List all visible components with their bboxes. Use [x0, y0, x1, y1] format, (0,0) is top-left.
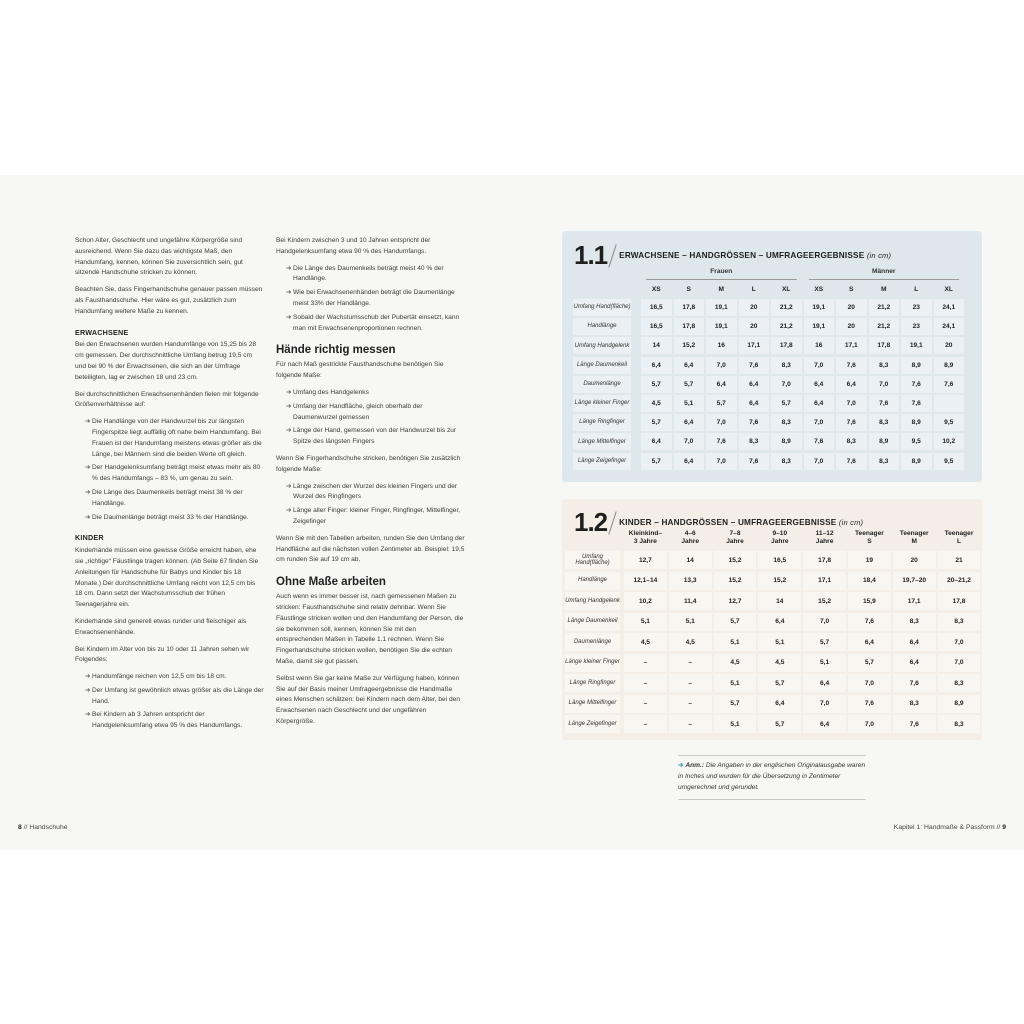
table-cell: 5,7 [803, 633, 846, 651]
table-cell: 16,5 [641, 299, 672, 316]
table-cell: 17,8 [771, 337, 802, 354]
table-cell: 14 [758, 592, 801, 610]
column-header: 7–8 Jahre [726, 530, 744, 545]
table-cell: 4,5 [758, 654, 801, 672]
arrow-icon: ➔ [286, 313, 292, 321]
table-cell: 7,6 [739, 357, 770, 374]
left-column-2 [276, 236, 465, 734]
row-label: Länge Ringfinger [573, 414, 631, 431]
table-cell: – [624, 695, 667, 713]
table-cell: 20 [934, 337, 965, 354]
column-header: 9–10 Jahre [770, 530, 789, 545]
table-cell: 4,5 [641, 395, 672, 412]
table-cell: 5,7 [714, 613, 757, 631]
column-header: L [914, 286, 919, 293]
list-item: ➔ Sobald der Wachstumsschub der Pubertät einsetzt, kann man mit Erwachsenenproportionen rechnen. [286, 313, 460, 332]
intro-paragraph-2: Beachten Sie, dass Fingerhandschuhe genauer passen müssen als Fausthandschuhe. Hier wäre es gut, zusätzlich zum Handumfang weitere Maße zu kennen. [75, 286, 263, 315]
table-cell: 7,6 [848, 613, 891, 631]
column-header: S [849, 286, 854, 293]
arrow-icon: ➔ [678, 762, 684, 769]
table-cell: 6,4 [804, 395, 835, 412]
table-cell: 17,1 [893, 592, 936, 610]
table-cell: 7,6 [869, 395, 900, 412]
table-cell: 20 [739, 318, 770, 335]
column-group-frauen: Frauen [710, 268, 733, 275]
arrow-icon: ➔ [85, 686, 91, 694]
table-cell: 9,5 [934, 453, 965, 470]
messen-paragraph-2: Wenn Sie Fingerhandschuhe stricken, benötigen Sie zusätzlich folgende Maße: [276, 454, 461, 473]
table-cell: 7,6 [706, 433, 737, 450]
column-header: M [881, 286, 887, 293]
table-cell: 8,9 [869, 433, 900, 450]
table-cell: 6,4 [674, 453, 705, 470]
table-cell: 8,3 [893, 695, 936, 713]
kinder-list-2 [276, 264, 465, 335]
intro-paragraph-1: Schon Alter, Geschlecht und ungefähre Körpergröße sind ausreichend. Wenn Sie dazu das wichtigste Maß, den Handumfang, kennen, können Sie zuversichtlich sein, gut sitzende Handschuhe stricken zu können. [75, 237, 243, 277]
table-cell: 21,2 [869, 299, 900, 316]
column-header: Teenager S [854, 530, 884, 545]
arrow-icon: ➔ [286, 482, 292, 490]
messen-list [276, 388, 465, 448]
arrow-icon: ➔ [85, 464, 91, 472]
table-cell: 13,3 [669, 572, 712, 590]
list-item: ➔ Die Länge des Daumenkeils beträgt meist 40 % der Handlänge. [286, 264, 444, 283]
footer-separator: // [23, 824, 28, 831]
table-cell: 5,7 [641, 376, 672, 393]
table-cell: 7,6 [739, 414, 770, 431]
table-cell: 5,1 [714, 715, 757, 733]
table-cell: 7,0 [804, 414, 835, 431]
table-cell: 8,9 [901, 453, 932, 470]
messen-paragraph-3: Wenn Sie mit den Tabellen arbeiten, runden Sie den Umfang der Handfläche auf die nächsten vollen Zentimeter ab. Beispiel: 19,5 cm runden Sie auf 19 cm ab. [276, 534, 465, 564]
table-cell: 6,4 [848, 633, 891, 651]
row-label: Länge Zeigefinger [573, 453, 631, 470]
note-text: Die Angaben in der englischen Originalausgabe waren in Inches und wurden für die Übersetzung in Zentimeter umgerechnet und gerundet. [678, 762, 866, 791]
table-cell: 20 [893, 551, 936, 569]
table-cell: 8,9 [771, 433, 802, 450]
column-header: Teenager L [944, 530, 974, 545]
table-cell: 7,0 [706, 414, 737, 431]
table-cell: 19,1 [706, 299, 737, 316]
arrow-icon: ➔ [286, 507, 292, 515]
table-cell: 19,1 [804, 299, 835, 316]
left-column-1 [75, 236, 264, 738]
footer-right [894, 824, 1006, 831]
table-cell: 8,3 [938, 613, 981, 631]
footer-book-title: Handschuhe [29, 824, 68, 831]
table-cell: – [624, 674, 667, 692]
table-cell: 7,0 [848, 674, 891, 692]
table-cell: 8,3 [869, 414, 900, 431]
arrow-icon: ➔ [85, 418, 91, 426]
row-label: Länge Zeigefinger [565, 715, 620, 733]
table-cell: 7,0 [706, 453, 737, 470]
table-cell: 8,9 [901, 357, 932, 374]
messen-paragraph-1: Für nach Maß gestrickte Fausthandschuhe benötigen Sie folgende Maße: [276, 361, 444, 380]
list-item: ➔ Länge der Hand, gemessen von der Handwurzel bis zur Spitze des längsten Fingers [286, 427, 457, 446]
table-cell: 5,7 [714, 695, 757, 713]
kinder-list [75, 672, 264, 732]
table-cell: 7,6 [836, 453, 867, 470]
table-cell: 4,5 [669, 633, 712, 651]
table-cell: 15,2 [803, 592, 846, 610]
table-cell: 17,8 [803, 551, 846, 569]
table-cell: 21 [938, 551, 981, 569]
heading-haende-messen: Hände richtig messen [276, 344, 396, 357]
table-cell: 11,4 [669, 592, 712, 610]
table-cell: 8,3 [869, 357, 900, 374]
table-cell: 5,1 [674, 395, 705, 412]
table-cell: 8,3 [771, 414, 802, 431]
section-heading-kinder: KINDER [75, 533, 104, 543]
table-cell: 17,1 [803, 572, 846, 590]
table-cell: 7,6 [901, 395, 932, 412]
kinder-paragraph-2: Kinderhände sind generell etwas runder und fleischiger als Erwachsenenhände. [75, 617, 247, 636]
arrow-icon: ➔ [286, 402, 292, 410]
list-item: ➔ Umfang der Handfläche, gleich oberhalb der Daumenwurzel gemessen [286, 402, 423, 421]
table-cell: 16 [706, 337, 737, 354]
kinder-paragraph-1: Kinderhände müssen eine gewisse Größe erreicht haben, ehe sie „richtige“ Fäustlinge tragen können. (Ab Seite 67 finden Sie Anleitungen für Handschuhe für Babys und Kinder bis 18 Monate.) Der durchschnittliche Umfang reicht von 12,5 cm bis 18 cm. Dann setzt der Wachstumsschub der frühen Teenagerjahre ein. [75, 547, 259, 609]
table-number: 1.1 [574, 240, 608, 270]
table-cell: 21,2 [869, 318, 900, 335]
table-cell: 5,7 [706, 395, 737, 412]
table-cell: 16,5 [641, 318, 672, 335]
table-cell: 14 [641, 337, 672, 354]
table-cell: 19 [848, 551, 891, 569]
table-cell: 24,1 [934, 299, 965, 316]
arrow-icon: ➔ [85, 673, 91, 681]
title-slash [608, 244, 616, 267]
table-cell: – [669, 674, 712, 692]
table-cell: 8,3 [869, 453, 900, 470]
table-cell: 7,0 [869, 376, 900, 393]
table-cell: 6,4 [893, 654, 936, 672]
table-cell: 6,4 [641, 357, 672, 374]
column-header: XL [782, 286, 791, 293]
table-cell: 7,0 [706, 357, 737, 374]
arrow-icon: ➔ [286, 427, 292, 435]
table-cell: 8,3 [836, 433, 867, 450]
table-cell: 6,4 [706, 376, 737, 393]
heading-ohne-masse: Ohne Maße arbeiten [276, 576, 386, 589]
column-header: 11–12 Jahre [815, 530, 834, 545]
table-cell: 6,4 [641, 433, 672, 450]
page-number-left: 8 [18, 824, 22, 831]
arrow-icon: ➔ [85, 488, 91, 496]
table-cell: 10,2 [624, 592, 667, 610]
table-adults-title [574, 240, 891, 271]
column-header: L [751, 286, 756, 293]
column-header: XL [944, 286, 953, 293]
table-cell: 6,4 [893, 633, 936, 651]
footer-left [18, 824, 68, 831]
table-cell: 7,6 [893, 674, 936, 692]
list-item: ➔ Die Länge des Daumenkeils beträgt meist 38 % der Handlänge. [85, 488, 243, 507]
table-cell: 20 [836, 299, 867, 316]
table-cell: 18,4 [848, 572, 891, 590]
table-cell: 19,7–20 [893, 572, 936, 590]
section-heading-erwachsene: ERWACHSENE [75, 327, 129, 337]
list-item: ➔ Wie bei Erwachsenenhänden beträgt die Daumenlänge meist 33% der Handlänge. [286, 289, 455, 307]
row-label: Umfang Hand(fläche) [565, 551, 620, 569]
column-header: S [686, 286, 691, 293]
table-cell: – [669, 695, 712, 713]
table-cell: 7,6 [836, 357, 867, 374]
arrow-icon: ➔ [85, 711, 91, 719]
page-number-right: 9 [1002, 824, 1006, 831]
table-cell: 14 [669, 551, 712, 569]
table-cell: 15,2 [714, 572, 757, 590]
table-cell: 6,4 [803, 715, 846, 733]
table-cell: 23 [901, 318, 932, 335]
table-cell: 7,0 [804, 357, 835, 374]
table-cell: 6,4 [674, 414, 705, 431]
table-cell: 7,0 [771, 376, 802, 393]
table-cell: 5,7 [641, 453, 672, 470]
table-cell: 8,3 [771, 357, 802, 374]
table-cell: 5,7 [848, 654, 891, 672]
table-cell: 20–21,2 [938, 572, 981, 590]
list-item: ➔ Länge aller Finger: kleiner Finger, Ringfinger, Mittelfinger, Zeigefinger [286, 507, 461, 525]
table-cell: 6,4 [739, 376, 770, 393]
translator-note [678, 755, 866, 800]
note-label: Anm.: [685, 762, 705, 769]
table-cell: 6,4 [803, 674, 846, 692]
messen-list-2 [276, 482, 465, 528]
table-cell: 8,3 [771, 453, 802, 470]
column-header: M [718, 286, 724, 293]
list-item: ➔ Der Umfang ist gewöhnlich etwas größer als die Länge der Hand. [85, 686, 264, 705]
table-cell: 16,5 [758, 551, 801, 569]
table-cell: 21,2 [771, 318, 802, 335]
table-cell: – [669, 654, 712, 672]
table-cell: 5,7 [674, 376, 705, 393]
arrow-icon: ➔ [286, 264, 292, 272]
table-cell: 8,9 [938, 695, 981, 713]
group-divider [809, 279, 960, 280]
table-cell: 5,7 [758, 674, 801, 692]
arrow-icon: ➔ [286, 388, 292, 396]
row-label: Länge Ringfinger [565, 674, 620, 692]
list-item: ➔ Handumfänge reichen von 12,5 cm bis 18 cm. [75, 672, 264, 683]
row-label: Handlänge [565, 572, 620, 590]
column-group-maenner: Männer [872, 268, 896, 275]
kinder-paragraph-3: Bei Kindern im Alter von bis zu 10 oder 11 Jahren sehen wir Folgendes: [75, 645, 250, 664]
table-cell: – [624, 715, 667, 733]
column-header: Teenager M [899, 530, 929, 545]
list-item: ➔ Länge zwischen der Wurzel des kleinen Fingers und der Wurzel des Ringfingers [286, 482, 458, 501]
row-label: Länge Mittelfinger [573, 433, 631, 450]
table-cell: 6,4 [758, 695, 801, 713]
table-cell: 7,6 [893, 715, 936, 733]
row-label: Länge kleiner Finger [565, 654, 620, 672]
list-item: ➔ Die Handlänge von der Handwurzel bis zur längsten Fingerspitze liegt auffällig oft nahe beim Handumfang. Bei Frauen ist der Handumfang meistens etwas größer als die Länge, bei Männern sind die beiden Werte oft gleich. [85, 418, 262, 458]
row-label: Handlänge [573, 318, 631, 335]
table-caption: ERWACHSENE – HANDGRÖSSEN – UMFRAGEERGEBNISSE (in cm) [619, 251, 892, 260]
table-cell [934, 395, 965, 412]
table-cell: 15,2 [714, 551, 757, 569]
table-number: 1.2 [574, 507, 608, 537]
table-cell: 8,3 [938, 715, 981, 733]
table-cell: 19,1 [706, 318, 737, 335]
column-header: XS [814, 286, 824, 293]
list-item: ➔ Der Handgelenksumfang beträgt meist etwas mehr als 80 % des Handumfangs – 83 %, um genau zu sein. [85, 464, 261, 483]
table-cell: 6,4 [758, 613, 801, 631]
table-cell: 12,7 [624, 551, 667, 569]
title-slash [608, 511, 616, 534]
table-cell: 15,2 [674, 337, 705, 354]
table-cell: 7,0 [848, 715, 891, 733]
kinder-paragraph-4: Bei Kindern zwischen 3 und 10 Jahren entspricht der Handgelenksumfang etwa 90 % des Handumfangs. [276, 237, 431, 255]
table-caption: KINDER – HANDGRÖSSEN – UMFRAGEERGEBNISSE (in cm) [619, 518, 864, 527]
table-cell: 4,5 [624, 633, 667, 651]
table-cell: 17,8 [938, 592, 981, 610]
footer-chapter-title: Kapitel 1: Handmaße & Passform [893, 824, 995, 831]
table-cell: 19,1 [901, 337, 932, 354]
table-cell: 6,4 [804, 376, 835, 393]
table-cell: 7,0 [804, 453, 835, 470]
table-cell: 7,0 [803, 695, 846, 713]
row-label: Länge kleiner Finger [573, 395, 631, 412]
erwachsene-paragraph-1: Bei den Erwachsenen wurden Handumfänge von 15,25 bis 28 cm gemessen. Der durchschnittliche Umfang betrug 19,5 cm und bei 90 % der Erwachsenen, die sich an der Umfrage beteiligten, lag er zwischen 18 und 23 cm. [75, 341, 257, 381]
column-header: Kleinkind– 3 Jahre [628, 530, 663, 545]
column-header: XS [651, 286, 661, 293]
row-label: Daumenlänge [573, 376, 631, 393]
table-cell: 7,0 [938, 654, 981, 672]
table-cell: – [669, 715, 712, 733]
table-cell: 20 [739, 299, 770, 316]
table-cell: 8,3 [938, 674, 981, 692]
table-cell: 7,6 [739, 453, 770, 470]
table-cell: 7,0 [674, 433, 705, 450]
row-label: Umfang Handgelenk [565, 592, 620, 610]
table-cell: 15,2 [758, 572, 801, 590]
table-cell: 7,6 [934, 376, 965, 393]
erwachsene-list [75, 417, 264, 523]
table-cell: 9,5 [934, 414, 965, 431]
table-cell: 9,5 [901, 433, 932, 450]
table-cell: 7,6 [804, 433, 835, 450]
list-item: ➔ Die Daumenlänge beträgt meist 33 % der Handlänge. [75, 513, 264, 524]
row-label: Länge Daumenkeil [565, 613, 620, 631]
ohne-paragraph-2: Selbst wenn Sie gar keine Maße zur Verfügung haben, können Sie auf der Basis meiner Umfrageergebnisse die Handmaße eines Menschen schätzen: bei Kindern nach dem Alter, bei den Erwachsenen nach Geschlecht und der ungefähren Körpergröße. [276, 674, 461, 725]
table-cell: 6,4 [739, 395, 770, 412]
table-cell: 5,1 [714, 674, 757, 692]
ohne-paragraph-1: Auch wenn es immer besser ist, nach gemessenen Maßen zu stricken: Fausthandschuhe sind relativ dehnbar. Wenn Sie Fäustlinge stricken wollen und den Handumfang der Person, die sie bekommen soll, kennen, können Sie mit den entsprechenden Maßen in Tabelle 1.1 rechnen. Wenn Sie Fingerhandschuhe stricken wollen, benötigen Sie die echten Maße, damit sie gut passen. [276, 593, 464, 665]
table-cell: 5,1 [669, 613, 712, 631]
table-cell: 5,1 [803, 654, 846, 672]
table-cell: 7,6 [848, 695, 891, 713]
row-label: Daumenlänge [565, 633, 620, 651]
table-cell: 12,1–14 [624, 572, 667, 590]
table-cell: 8,3 [739, 433, 770, 450]
table-cell: 17,8 [674, 318, 705, 335]
table-cell: 4,5 [714, 654, 757, 672]
table-cell: 16 [804, 337, 835, 354]
table-cell: 23 [901, 299, 932, 316]
table-cell: 5,7 [641, 414, 672, 431]
table-cell: 15,9 [848, 592, 891, 610]
table-cell: 5,1 [714, 633, 757, 651]
table-cell: 7,0 [836, 395, 867, 412]
table-cell: 17,8 [869, 337, 900, 354]
arrow-icon: ➔ [85, 513, 91, 521]
row-label: Länge Mittelfinger [565, 695, 620, 713]
table-cell: 5,7 [771, 395, 802, 412]
table-cell: 24,1 [934, 318, 965, 335]
table-cell: 17,8 [674, 299, 705, 316]
table-cell: 5,1 [624, 613, 667, 631]
table-cell: 7,6 [901, 376, 932, 393]
list-item: ➔ Umfang des Handgelenks [276, 388, 465, 399]
table-cell: 17,1 [739, 337, 770, 354]
table-cell: 8,9 [901, 414, 932, 431]
row-label: Länge Daumenkeil [573, 357, 631, 374]
table-cell: 7,0 [803, 613, 846, 631]
table-cell: 10,2 [934, 433, 965, 450]
table-cell: 6,4 [674, 357, 705, 374]
table-cell: 7,0 [938, 633, 981, 651]
table-cell: 8,9 [934, 357, 965, 374]
erwachsene-paragraph-2: Bei durchschnittlichen Erwachsenenhänden fielen mir folgende Größenverhältnisse auf: [75, 390, 259, 409]
table-cell: 12,7 [714, 592, 757, 610]
table-cell: 17,1 [836, 337, 867, 354]
footer-separator: // [996, 824, 1001, 831]
table-cell: 20 [836, 318, 867, 335]
column-header: 4–6 Jahre [681, 530, 699, 545]
arrow-icon: ➔ [286, 289, 292, 297]
table-cell: 21,2 [771, 299, 802, 316]
table-cell: 5,1 [758, 633, 801, 651]
row-label: Umfang Handgelenk [573, 337, 631, 354]
table-cell: 8,3 [893, 613, 936, 631]
table-cell: 5,7 [758, 715, 801, 733]
table-cell: 6,4 [836, 376, 867, 393]
table-cell: – [624, 654, 667, 672]
list-item: ➔ Bei Kindern ab 3 Jahren entspricht der Handgelenksumfang etwa 95 % des Handumfangs. [85, 711, 243, 730]
table-cell: 7,6 [836, 414, 867, 431]
row-label: Umfang Hand(fläche) [573, 299, 631, 316]
table-cell: 19,1 [804, 318, 835, 335]
group-divider [646, 279, 797, 280]
